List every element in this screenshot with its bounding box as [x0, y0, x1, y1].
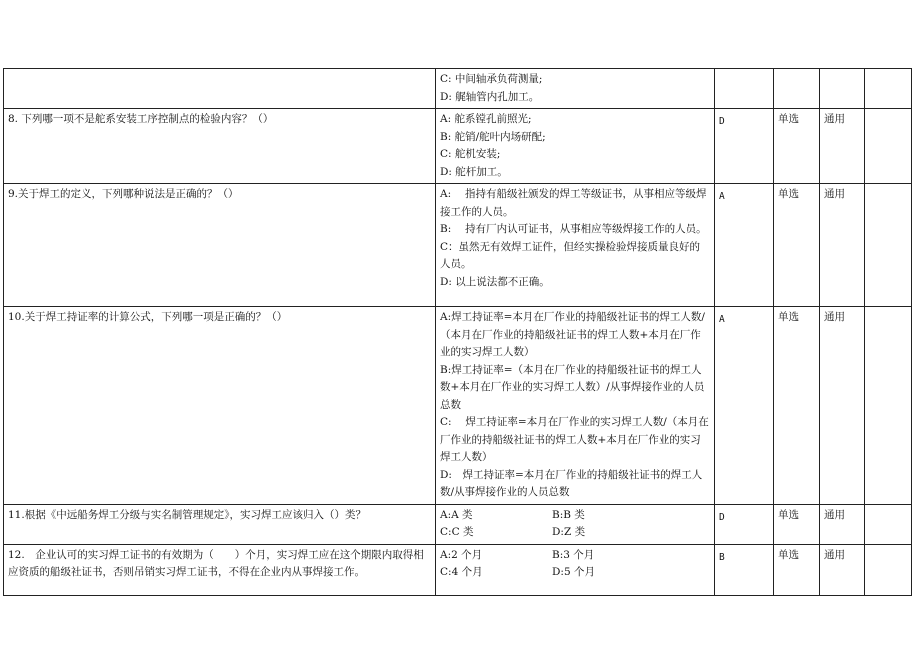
options-cell	[436, 109, 715, 184]
scope-cell: 通用	[820, 184, 865, 307]
scope-cell	[820, 69, 865, 109]
answer-cell: A	[715, 184, 774, 307]
option-text: D: 以上说法都不正确。	[440, 275, 550, 288]
type-cell	[774, 69, 820, 109]
empty-cell	[865, 109, 912, 184]
empty-cell	[865, 504, 912, 544]
question-cell: 12. 企业认可的实习焊工证书的有效期为（ ）个月，实习焊工应在这个期限内取得相应资质的船级社证书，否则吊销实习焊工证书，不得在企业内从事焊接工作。	[4, 544, 436, 595]
table-row	[4, 544, 912, 595]
option-text: A:A 类	[440, 508, 473, 521]
scope-cell: 通用	[820, 504, 865, 544]
question-cell: 9.关于焊工的定义，下列哪种说法是正确的？（）	[4, 184, 436, 307]
option-text: A:2 个月	[440, 548, 483, 561]
scope-cell: 通用	[820, 109, 865, 184]
option-text: D: 艉轴管内孔加工。	[440, 90, 540, 103]
empty-cell	[865, 184, 912, 307]
empty-cell	[865, 307, 912, 505]
option-text: B:3 个月	[552, 548, 595, 561]
option-text: D: 焊工持证率=本月在厂作业的持船级社证书的焊工人数/从事焊接作业的人员总数	[440, 468, 703, 498]
type-cell: 单选	[774, 544, 820, 595]
question-cell: 8. 下列哪一项不是舵系安装工序控制点的检验内容？（）	[4, 109, 436, 184]
option-text: C: 焊工持证率=本月在厂作业的实习焊工人数/（本月在厂作业的持船级社证书的焊工人数+本月在厂作业的实习焊工人数）	[440, 416, 709, 463]
scope-cell: 通用	[820, 544, 865, 595]
table-row	[4, 504, 912, 544]
answer-cell	[715, 69, 774, 109]
option-text: A:焊工持证率=本月在厂作业的持船级社证书的焊工人数/（本月在厂作业的持船级社证书的焊工人数+本月在厂作业的实习焊工人数）	[440, 311, 705, 358]
options-cell	[436, 69, 715, 109]
option-text: A: 指持有船级社颁发的焊工等级证书，从事相应等级焊接工作的人员。	[440, 188, 707, 218]
option-text: B:B 类	[552, 508, 585, 521]
option-text: C: 舵机安装;	[440, 148, 501, 160]
option-text: C：虽然无有效焊工证件，但经实操检验焊接质量良好的人员。	[440, 240, 701, 270]
answer-cell: D	[715, 109, 774, 184]
answer-cell: A	[715, 307, 774, 505]
question-cell: 10.关于焊工持证率的计算公式，下列哪一项是正确的？（）	[4, 307, 436, 505]
table-row	[4, 109, 912, 184]
options-cell	[436, 307, 715, 505]
option-text: B:焊工持证率=（本月在厂作业的持船级社证书的焊工人数+本月在厂作业的实习焊工人数）/从事焊接作业的人员总数	[440, 363, 705, 411]
table-row	[4, 69, 912, 109]
type-cell: 单选	[774, 307, 820, 505]
options-cell	[436, 504, 715, 544]
type-cell: 单选	[774, 109, 820, 184]
option-text: A: 舵系镗孔前照光;	[440, 113, 532, 125]
type-cell: 单选	[774, 184, 820, 307]
empty-cell	[865, 69, 912, 109]
table-row	[4, 184, 912, 307]
option-text: C:4 个月	[440, 566, 483, 578]
question-cell	[4, 69, 436, 109]
options-cell	[436, 184, 715, 307]
option-text: D: 舵杆加工。	[440, 165, 508, 178]
option-text: B: 舵销/舵叶内场研配;	[440, 130, 546, 143]
option-text: D:5 个月	[552, 566, 595, 578]
type-cell: 单选	[774, 504, 820, 544]
scope-cell: 通用	[820, 307, 865, 505]
question-table	[3, 68, 912, 596]
option-text: C:C 类	[440, 526, 474, 538]
options-cell	[436, 544, 715, 595]
question-cell: 11.根据《中远船务焊工分级与实名制管理规定》，实习焊工应该归入（）类？	[4, 504, 436, 544]
answer-cell: D	[715, 504, 774, 544]
option-text: D:Z 类	[552, 526, 586, 538]
option-text: C: 中间轴承负荷测量;	[440, 73, 543, 85]
option-text: B: 持有厂内认可证书，从事相应等级焊接工作的人员。	[440, 223, 707, 235]
table-row	[4, 307, 912, 505]
answer-cell: B	[715, 544, 774, 595]
empty-cell	[865, 544, 912, 595]
